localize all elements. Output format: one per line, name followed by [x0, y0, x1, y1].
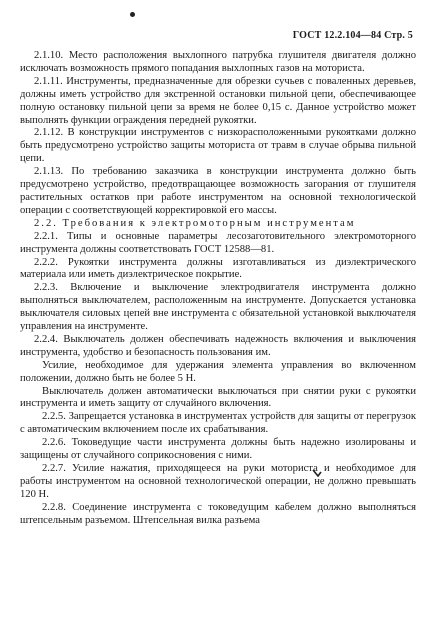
punch-dot	[130, 12, 135, 17]
paragraph-2-2-3: 2.2.3. Включение и выключение электродвигателя инструмента должно выполняться выключателем, расположенным на инструменте. Допускается установка выключателя силовых цепей вне инструмента с обязательной установкой выключателя управления на инструменте.	[20, 282, 416, 333]
paragraph-2-2-2: 2.2.2. Рукоятки инструмента должны изготавливаться из диэлектрического материала или иметь диэлектрическое покрытие.	[20, 256, 416, 281]
ink-mark	[312, 469, 322, 477]
paragraph-2-2-4: 2.2.4. Выключатель должен обеспечивать надежность включения и выключения инструмента, удобство и безопасность пользования им.	[20, 333, 416, 358]
page-number: Стр. 5	[384, 30, 413, 41]
paragraph-2-2-6: 2.2.6. Токоведущие части инструмента должны быть надежно изолированы и защищены от случайного соприкосновения с ними.	[20, 437, 416, 462]
paragraph-switch-off: Выключатель должен автоматически выключаться при снятии руки с рукоятки инструмента и иметь защиту от случайного включения.	[20, 385, 416, 410]
paragraph-2-2-1: 2.2.1. Типы и основные параметры лесозаготовительного электромоторного инструмента должны соответствовать ГОСТ 12588—81.	[20, 230, 416, 255]
document-body	[20, 50, 416, 528]
paragraph-2-1-10: 2.1.10. Место расположения выхлопного патрубка глушителя двигателя должно исключать возможность прямого попадания выхлопных газов на моториста.	[20, 50, 416, 74]
paragraph-2-1-13: 2.1.13. По требованию заказчика в конструкции инструмента должно быть предусмотрено устройство, предотвращающее возможность загорания от глушителя растительных остатков при работе инструментом на основной технологической операции с соответствующей корректировкой его массы.	[20, 166, 416, 216]
paragraph-2-1-12: 2.1.12. В конструкции инструментов с низкорасположенными рукоятками должно быть предусмотрено устройство защиты моториста от травм в случае обрыва пильной цепи.	[20, 127, 416, 165]
page-header	[293, 30, 413, 41]
standard-number: ГОСТ 12.2.104—84	[292, 30, 382, 41]
section-heading-2-2: 2.2. Требования к электромоторным инструментам	[34, 217, 356, 229]
paragraph-2-1-11: 2.1.11. Инструменты, предназначенные для обрезки сучьев с поваленных деревьев, должны иметь устройство для экстренной остановки пильной цепи, обеспечивающее полную остановку пильной цепи за время не более 0,15 с. Данное устройство может выполнять функции ограждения передней рукоятки.	[20, 75, 416, 126]
paragraph-2-2-8: 2.2.8. Соединение инструмента с токоведущим кабелем должно выполняться штепсельным разъемом. Штепсельная вилка разъема	[20, 501, 416, 526]
paragraph-2-2-5: 2.2.5. Запрещается установка в инструментах устройств для защиты от перегрузок с автоматическим включением после их срабатывания.	[20, 411, 416, 436]
paragraph-force: Усилие, необходимое для удержания элемента управления во включенном положении, должно быть не более 5 Н.	[20, 359, 416, 384]
paragraph-2-2-7: 2.2.7. Усилие нажатия, приходящееся на руки моториста и необходимое для работы инструментом на основной технологической операции, не должно превышать 120 Н.	[20, 463, 416, 500]
